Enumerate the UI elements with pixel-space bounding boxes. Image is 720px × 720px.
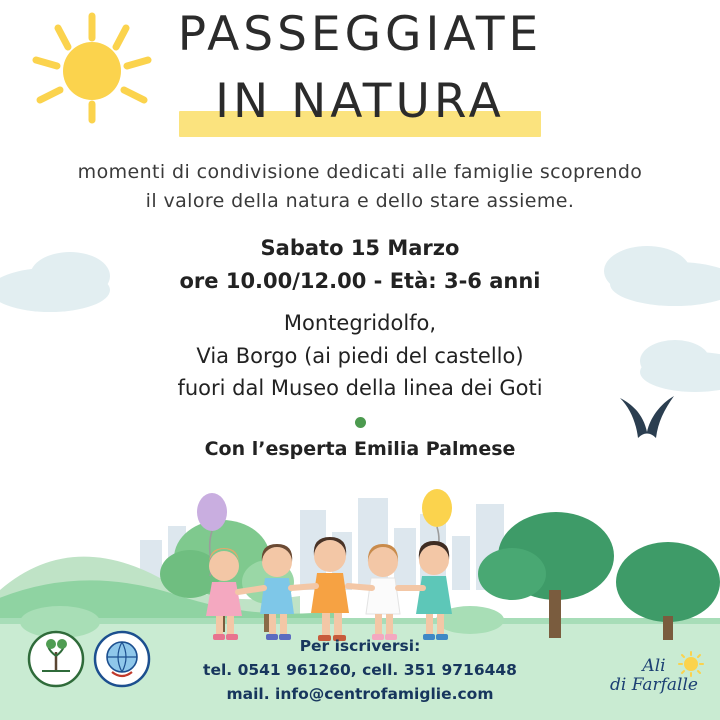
event-expert: Con l’esperta Emilia Palmese <box>204 437 516 460</box>
bird-icon <box>616 392 678 452</box>
brand-line-2: di Farfalle <box>610 675 698 696</box>
event-place-line-3: fuori dal Museo della linea dei Goti <box>177 376 543 401</box>
title-line-1: PASSEGGIATE <box>177 7 543 62</box>
brand-line-1: Ali <box>642 655 666 676</box>
title-line-2: IN NATURA <box>215 74 505 130</box>
event-place-line-2: Via Borgo (ai piedi del castello) <box>196 343 524 368</box>
brand-logo <box>610 657 698 696</box>
subtitle-line-1: momenti di condivisione dedicati alle famiglie scoprendo <box>77 161 643 183</box>
footer-mail: mail. info@centrofamiglie.com <box>226 684 494 703</box>
event-info <box>0 232 720 460</box>
event-date: Sabato 15 Marzo <box>260 236 460 260</box>
poster-subtitle <box>0 158 720 215</box>
event-place-line-1: Montegridolfo, <box>283 311 437 336</box>
divider-dot <box>355 417 366 428</box>
footer-phone: tel. 0541 961260, cell. 351 9716448 <box>203 660 517 679</box>
event-time-age: ore 10.00/12.00 - Età: 3-6 anni <box>179 268 541 293</box>
poster-title <box>0 7 720 130</box>
subtitle-line-2: il valore della natura e dello stare assieme. <box>145 189 575 212</box>
footer-title: Per iscriversi: <box>299 636 421 655</box>
title-line-2-highlight <box>201 74 519 130</box>
brand-sun-icon <box>678 651 704 677</box>
